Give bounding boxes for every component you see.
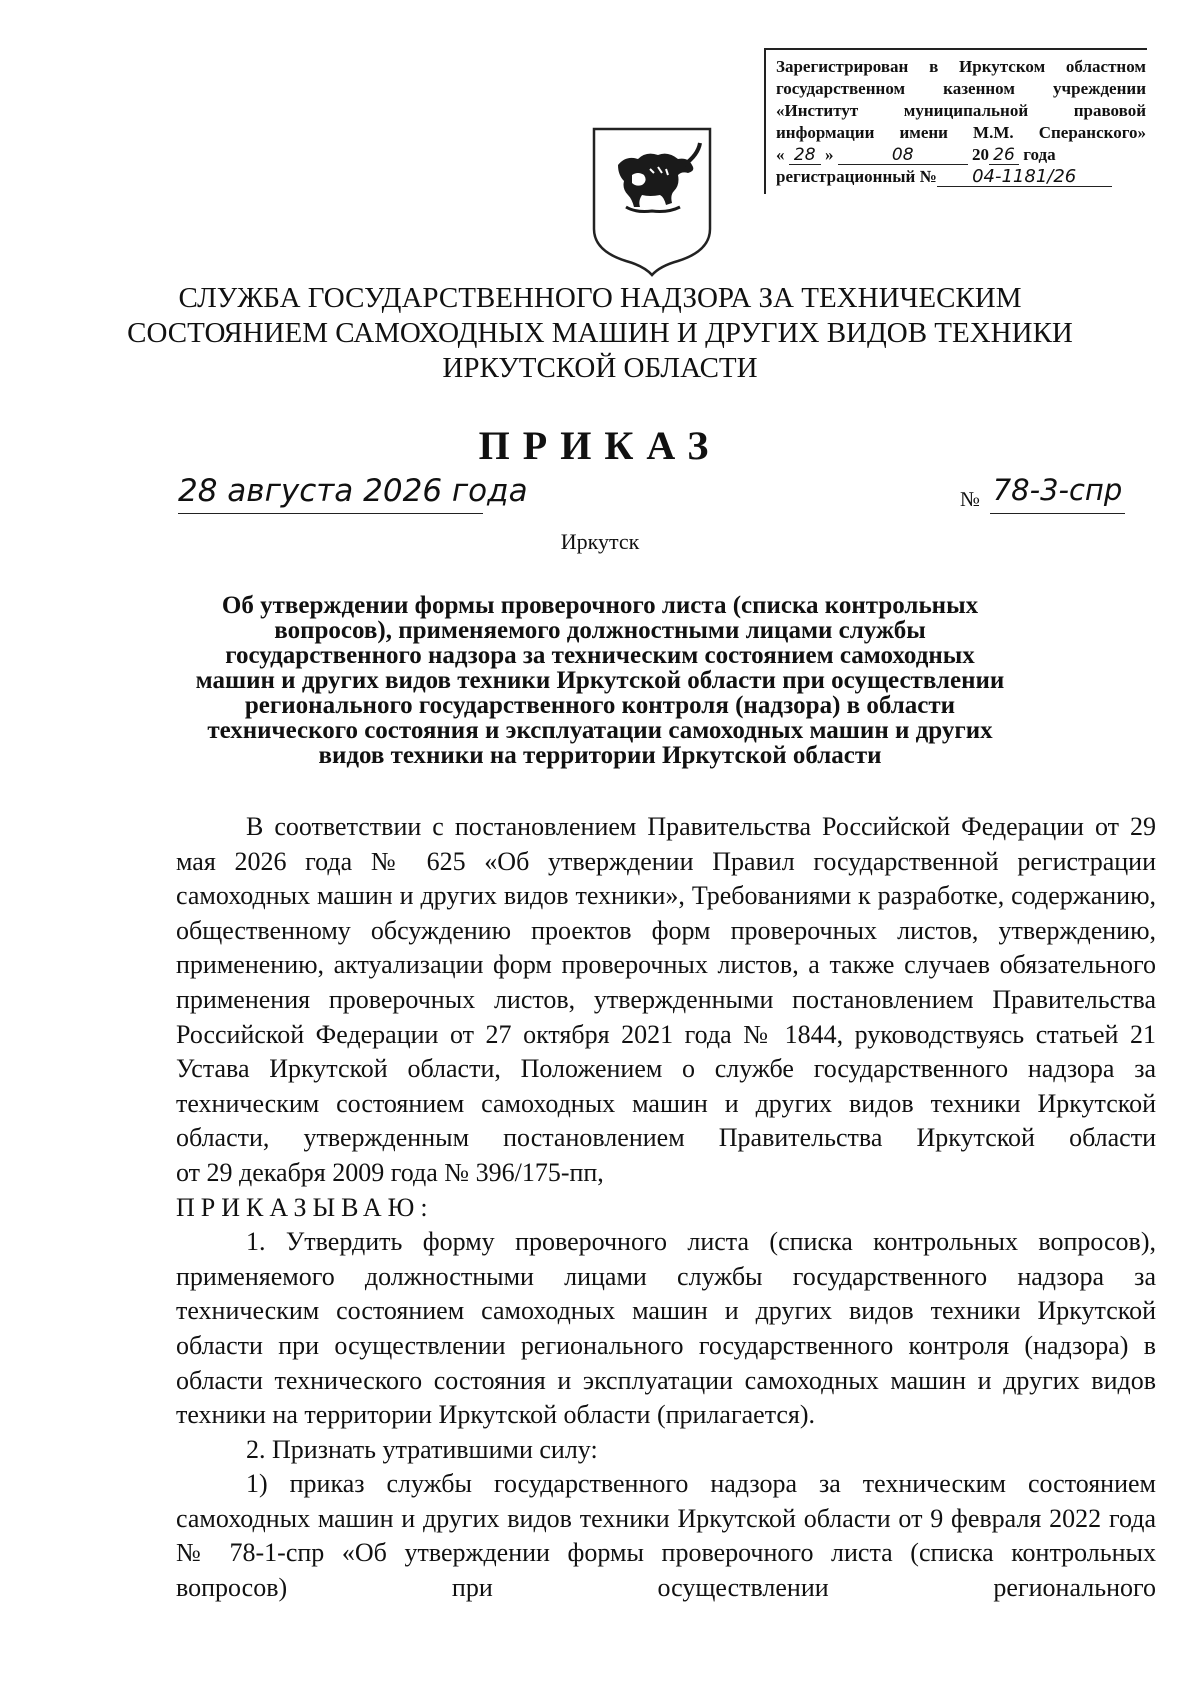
item-2-paragraph: 2. Признать утратившими силу: <box>246 1434 598 1464</box>
subject-line: государственного надзора за техническим состоянием самоходных <box>225 642 975 669</box>
order-body <box>176 810 1156 1606</box>
item-1-paragraph: 1. Утвердить форму проверочного листа (списка контрольных вопросов), применяемого должностными лицами службы государственного надзора за техническим состоянием самоходных машин и других видов техники Иркутской области при осуществлении регионального государственного контроля (надзора) в области технического состояния и эксплуатации самоходных машин и других видов техники на территории Иркутской области (прилагается). <box>176 1227 1156 1430</box>
agency-line: СЛУЖБА ГОСУДАРСТВЕННОГО НАДЗОРА ЗА ТЕХНИЧЕСКИМ <box>178 282 1022 314</box>
order-subject <box>150 593 1050 768</box>
stamp-date-year-suffix: 26 <box>989 146 1019 165</box>
stamp-reg-number: 04-1181/26 <box>937 168 1112 187</box>
stamp-line: Зарегистрирован в Иркутском областном <box>776 57 1146 76</box>
stamp-date-day: 28 <box>789 146 821 165</box>
city-name: Иркутск <box>560 529 640 554</box>
stamp-line: информации имени М.М. Сперанского» <box>776 123 1146 142</box>
item-2-1-paragraph: 1) приказ службы государственного надзора за техническим состоянием самоходных машин и других видов техники Иркутской области от 9 февраля 2022 года № 78-1-спр «Об утверждении формы проверочного листа (списка контрольных вопросов) при осуществлении регионального <box>176 1469 1156 1603</box>
preamble-paragraph: В соответствии с постановлением Правительства Российской Федерации от 29 мая 2026 года № 625 «Об утверждении Правил государственной регистрации самоходных машин и других видов техники», Требованиями к разработке, содержанию, общественному обсуждению проектов форм проверочных листов, утверждению, применению, актуализации форм проверочных листов, а также случаев обязательного применения проверочных листов, утвержденными постановлением Правительства Российской Федерации от 27 октября 2021 года № 1844, руководствуясь статьей 21 Устава Иркутской области, Положением о службе государственного надзора за техническим состоянием самоходных машин и других видов техники Иркутской области, утвержденным постановлением Правительства Иркутской области <box>176 812 1156 1153</box>
stamp-reg-label: регистрационный № <box>776 167 937 186</box>
agency-heading <box>0 281 1200 386</box>
stamp-reg-line <box>776 166 1146 188</box>
stamp-line: «Институт муниципальной правовой <box>776 101 1146 120</box>
stamp-line: государственном казенном учреждении <box>776 79 1146 98</box>
coat-of-arms-emblem <box>588 125 716 277</box>
agency-line: СОСТОЯНИЕМ САМОХОДНЫХ МАШИН И ДРУГИХ ВИДОВ ТЕХНИКИ <box>127 317 1073 349</box>
stamp-date-open: « <box>776 145 785 164</box>
coat-of-arms-icon <box>588 125 716 277</box>
subject-line: Об утверждении формы проверочного листа (списка контрольных <box>221 592 979 619</box>
order-word: ПРИКАЗЫВАЮ: <box>176 1192 434 1222</box>
stamp-date-month: 08 <box>838 146 968 165</box>
agency-line: ИРКУТСКОЙ ОБЛАСТИ <box>442 352 758 384</box>
stamp-date-year-word: года <box>1023 145 1056 164</box>
subject-line: регионального государственного контроля (надзора) в области <box>244 692 956 719</box>
order-number: 78-3-спр <box>990 473 1125 514</box>
subject-line: технического состояния и эксплуатации самоходных машин и других <box>207 717 993 744</box>
stamp-date-line <box>776 144 1146 166</box>
stamp-date-close: » <box>825 145 834 164</box>
registration-stamp <box>764 48 1147 194</box>
subject-line: видов техники на территории Иркутской области <box>318 742 882 769</box>
order-number-label: № <box>960 487 981 511</box>
stamp-date-year-prefix: 20 <box>972 145 989 164</box>
preamble-end: от 29 декабря 2009 года № 396/175-пп, <box>176 1157 604 1187</box>
order-date: 28 августа 2026 года <box>178 473 483 514</box>
document-type-title: ПРИКАЗ <box>478 423 722 468</box>
subject-line: вопросов), применяемого должностными лицами службы <box>274 617 926 644</box>
subject-line: машин и других видов техники Иркутской области при осуществлении <box>195 667 1005 694</box>
